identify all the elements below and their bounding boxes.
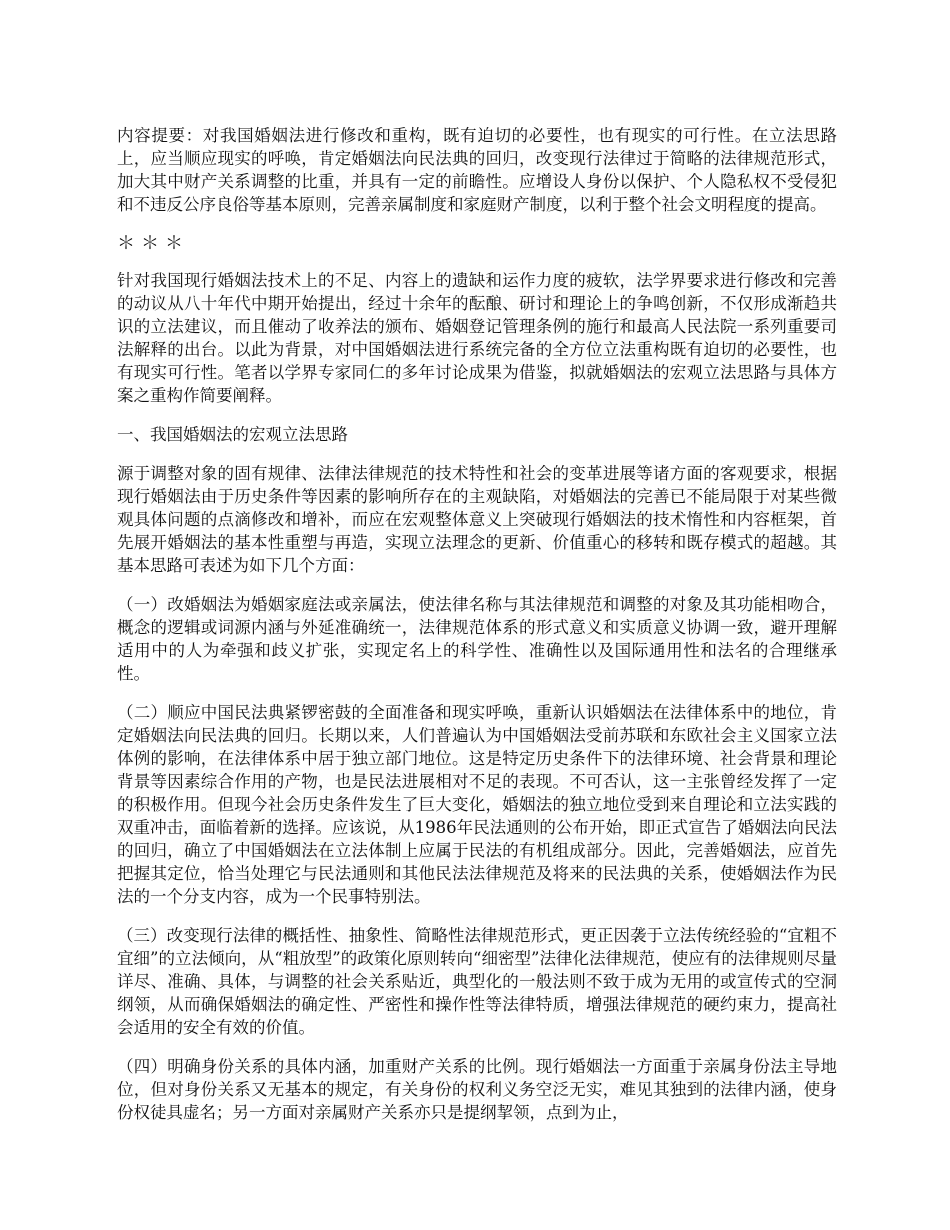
section-intro-paragraph: 源于调整对象的固有规律、法律法律规范的技术特性和社会的变革进展等诸方面的客观要求，根据现行婚姻法由于历史条件等因素的影响所存在的主观缺陷，对婚姻法的完善已不能局限于对某些微观具体问题的点滴修改和增补，而应在宏观整体意义上突破现行婚姻法的技术惰性和内容框架，首先展开婚姻法的基本性重塑与再造，实现立法理念的更新、价值重心的移转和既存模式的超越。其基本思路可表述为如下几个方面：: [117, 464, 837, 575]
point-1-paragraph: （一）改婚姻法为婚姻家庭法或亲属法，使法律名称与其法律规范和调整的对象及其功能相吻合，概念的逻辑或词源内涵与外延准确统一，法律规范体系的形式意义和实质意义协调一致，避开理解适用中的人为牵强和歧义扩张，实现定名上的科学性、准确性以及国际通用性和法名的合理继承性。: [117, 595, 837, 683]
intro-paragraph: 针对我国现行婚姻法技术上的不足、内容上的遗缺和运作力度的疲软，法学界要求进行修改和完善的动议从八十年代中期开始提出，经过十余年的酝酿、研讨和理论上的争鸣创新，不仅形成渐趋共识的立法建议，而且催动了收养法的颁布、婚姻登记管理条例的施行和最高人民法院一系列重要司法解释的出台。以此为背景，对中国婚姻法进行系统完备的全方位立法重构既有迫切的必要性，也有现实可行性。笔者以学界专家同仁的多年讨论成果为借鉴，拟就婚姻法的宏观立法思路与具体方案之重构作简要阐释。: [117, 271, 837, 405]
point-2-paragraph: （二）顺应中国民法典紧锣密鼓的全面准备和现实呼唤，重新认识婚姻法在法律体系中的地位，肯定婚姻法向民法典的回归。长期以来，人们普遍认为中国婚姻法受前苏联和东欧社会主义国家立法体例的影响，在法律体系中居于独立部门地位。这是特定历史条件下的法律环境、社会背景和理论背景等因素综合作用的产物，也是民法进展相对不足的表现。不可否认，这一主张曾经发挥了一定的积极作用。但现今社会历史条件发生了巨大变化，婚姻法的独立地位受到来自理论和立法实践的双重冲击，面临着新的选择。应该说，从1986年民法通则的公布开始，即正式宣告了婚姻法向民法的回归，确立了中国婚姻法在立法体制上应属于民法的有机组成部分。因此，完善婚姻法，应首先把握其定位，恰当处理它与民法通则和其他民法法律规范及将来的民法典的关系，使婚姻法作为民法的一个分支内容，成为一个民事特别法。: [117, 703, 837, 906]
section-heading: 一、我国婚姻法的宏观立法思路: [117, 425, 348, 444]
point-4-paragraph: （四）明确身份关系的具体内涵，加重财产关系的比例。现行婚姻法一方面重于亲属身份法主导地位，但对身份关系又无基本的规定，有关身份的权利义务空泛无实，难见其独到的法律内涵，使身份权徒具虚名；另一方面对亲属财产关系亦只是提纲挈领，点到为止，: [117, 1057, 837, 1122]
document-body: [117, 124, 837, 1140]
section-separator: ＊＊＊: [117, 233, 189, 254]
point-3-paragraph: （三）改变现行法律的概括性、抽象性、简略性法律规范形式，更正因袭于立法传统经验的“宜粗不宜细”的立法倾向，从“粗放型”的政策化原则转向“细密型”法律化法律规范，使应有的法律规则尽量详尽、准确、具体，与调整的社会关系贴近，典型化的一般法则不致于成为无用的或宣传式的空洞纲领，从而确保婚姻法的确定性、严密性和操作性等法律特质，增强法律规范的硬约束力，提高社会适用的安全有效的价值。: [117, 926, 837, 1037]
abstract-paragraph: 内容提要：对我国婚姻法进行修改和重构，既有迫切的必要性，也有现实的可行性。在立法思路上，应当顺应现实的呼唤，肯定婚姻法向民法典的回归，改变现行法律过于简略的法律规范形式，加大其中财产关系调整的比重，并具有一定的前瞻性。应增设人身份以保护、个人隐私权不受侵犯和不违反公序良俗等基本原则，完善亲属制度和家庭财产制度，以利于整个社会文明程度的提高。: [117, 126, 837, 214]
